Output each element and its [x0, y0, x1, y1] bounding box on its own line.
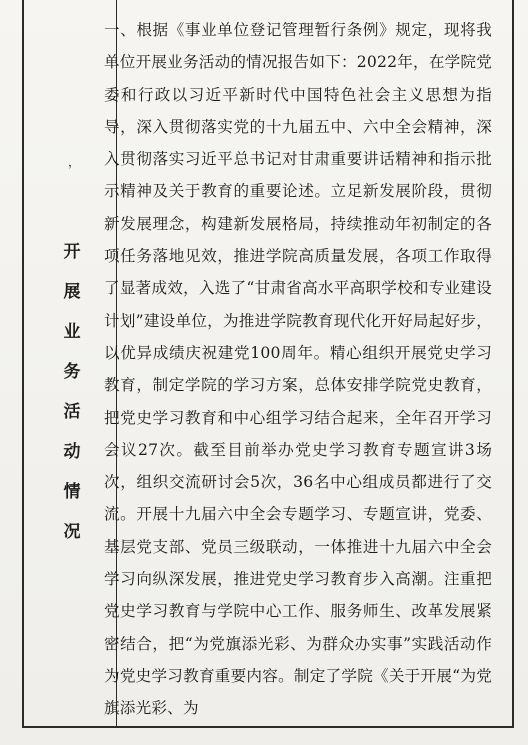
label-char: 动: [63, 442, 81, 462]
label-char: 展: [63, 282, 81, 302]
label-char: 情: [63, 482, 81, 502]
content-cell: [104, 14, 492, 725]
label-char: 业: [63, 322, 81, 342]
label-mark: ，: [68, 155, 81, 169]
body-paragraph: 一、根据《事业单位登记管理暂行条例》规定，现将我单位开展业务活动的情况报告如下：2022年，在学院党委和行政以习近平新时代中国特色社会主义思想为指导，深入贯彻落实党的十九届五中、六中全会精神，深入贯彻落实习近平总书记对甘肃重要讲话精神和指示批示精神及关于教育的重要论述。立足新发展阶段，贯彻新发展理念，构建新发展格局，持续推动年初制定的各项任务落地见效，推进学院高质量发展，各项工作取得了显著成效，入选了“甘肃省高水平高职学校和专业建设计划”建设单位，为推进学院教育现代化开好局起好步，以优异成绩庆祝建党100周年。精心组织开展党史学习教育，制定学院的学习方案，总体安排学院党史教育，把党史学习教育和中心组学习结合起来，全年召开学习会议27次。截至目前举办党史学习教育专题宣讲3场次，组织交流研讨会5次，36名中心组成员都进行了交流。开展十九届六中全会专题学习、专题宣讲，党委、基层党支部、党员三级联动，一体推进十九届六中全会学习向纵深发展，推进党史学习教育步入高潮。注重把党史学习教育与学院中心工作、服务师生、改革发展紧密结合，把“为党旗添光彩、为群众办实事”实践活动作为党史学习教育重要内容。制定了学院《关于开展“为党旗添光彩、为: [104, 21, 492, 718]
label-char: 活: [63, 402, 81, 422]
label-char: 务: [63, 362, 81, 382]
label-char: 况: [63, 522, 81, 542]
label-char: 开: [63, 242, 81, 262]
section-label-vertical: [58, 232, 86, 552]
section-label-cell: [24, 0, 116, 726]
